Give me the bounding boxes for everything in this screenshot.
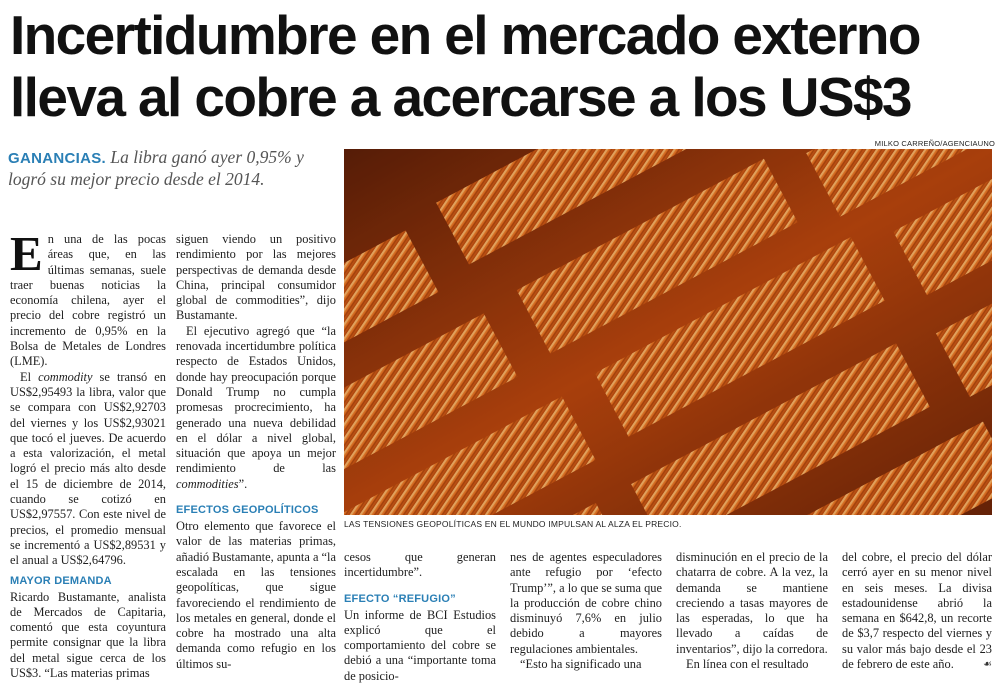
paragraph: disminución en el precio de la chatarra de cobre. A la vez, la demanda se mantiene creciendo a tasas mayores de las esperadas, lo que ha llevado a caídas de inventarios”, dijo la corredora. [676, 550, 828, 656]
copper-sheets-image [344, 149, 992, 515]
article-column-3 [344, 550, 496, 684]
paragraph-text: El [20, 369, 39, 384]
paragraph: cesos que generan incertidumbre”. [344, 550, 496, 580]
lead-kicker: GANANCIAS. [8, 150, 107, 167]
drop-cap: E [10, 226, 43, 281]
paragraph: Ricardo Bustamante, analista de Mercados de Capitaria, comentó que esta coyuntura permite consignar que la libra del metal sigue cerca de los US$3. “Las materias primas [10, 589, 166, 681]
copper-photo [344, 149, 992, 515]
paragraph: Un informe de BCI Estudios explicó que el comportamiento del cobre se debió a una “importante toma de posicio- [344, 607, 496, 683]
paragraph: nes de agentes especuladores ante refugio por ‘efecto Trump’”, a lo que se suma que la producción de cobre chino disminuyó 7,6% en julio debido a mayores regulaciones ambientales. [510, 550, 662, 656]
article-column-6 [842, 550, 992, 672]
headline [10, 4, 995, 128]
emphasis: commodities [176, 476, 239, 491]
article-column-5 [676, 550, 828, 672]
paragraph: “Esto ha significado una [520, 657, 642, 672]
paragraph-text: se transó en US$2,95493 la libra, valor que se compara con US$2,92703 del viernes y los US$2,93021 que tocó el jueves. De acuerdo a esta valorización, el metal logró el precio más alto desde el 15 de diciembre de 2014, cuando se cotizó en US$2,97557. Con este nivel de precios, el promedio mensual se incrementó a US$2,89531 y el anual a US$2,64796. [10, 369, 167, 568]
paragraph-text: n una de las pocas áreas que, en las últimas semanas, suele traer buenas noticias la economía chilena, ayer el precio del cobre registró un incremento de 0,95% en la Bolsa de Metales de Londres (LME). [10, 232, 166, 369]
subheading-efecto-refugio: EFECTO “REFUGIO” [344, 592, 456, 605]
paragraph [842, 550, 992, 672]
paragraph-text: del cobre, el precio del dólar cerró ayer en su menor nivel en seis meses. La divisa estadounidense abrió la semana en $642,8, un recorte de $3,7 respecto del viernes y su valor más bajo desde el 23 de febrero de este año. [842, 550, 992, 672]
lead-summary [8, 147, 338, 190]
photo-credit: MILKO CARREÑO/AGENCIAUNO [874, 139, 995, 148]
subheading-mayor-demanda: MAYOR DEMANDA [10, 574, 112, 587]
lead-text: La libra ganó ayer 0,95% y logró su mejor precio desde el 2014. [8, 147, 304, 189]
subheading-efectos-geopoliticos: EFECTOS GEOPOLÍTICOS [176, 504, 319, 517]
paragraph: Otro elemento que favorece el valor de las materias primas, añadió Bustamante, apunta a “la escalada en las tensiones geopolíticas, que sigue favoreciendo el rendimiento de los metales en general, donde el cobre ha mostrado una alta demanda como refugio en los últimos su- [176, 519, 336, 671]
paragraph [10, 226, 166, 370]
paragraph [10, 370, 166, 569]
end-mark-icon: ☙ [983, 659, 992, 671]
article-column-2 [176, 232, 336, 672]
article-column-1 [10, 226, 167, 681]
paragraph-text: ”. [238, 476, 248, 491]
headline-line-1: Incertidumbre en el mercado externo [10, 4, 920, 66]
paragraph-text: El ejecutivo agregó que “la renovada incertidumbre política respecto de Estados Unidos, donde hay preocupación porque Donald Trump no cumpla promesas procrecimiento, ha generado una nueva debilidad en el dólar a nivel global, situación que apoya un mejor rendimiento de las [176, 323, 336, 476]
headline-line-2: lleva al cobre a acercarse a los US$3 [10, 66, 911, 128]
article-column-4 [510, 550, 662, 672]
paragraph: En línea con el resultado [686, 657, 809, 672]
paragraph [176, 324, 336, 492]
photo-caption: LAS TENSIONES GEOPOLÍTICAS EN EL MUNDO IMPULSAN AL ALZA EL PRECIO. [344, 519, 682, 529]
paragraph: siguen viendo un positivo rendimiento por las mejores perspectivas de demanda desde China, principal consumidor global de commodities”, dijo Bustamante. [176, 232, 336, 323]
emphasis: commodity [38, 369, 93, 384]
